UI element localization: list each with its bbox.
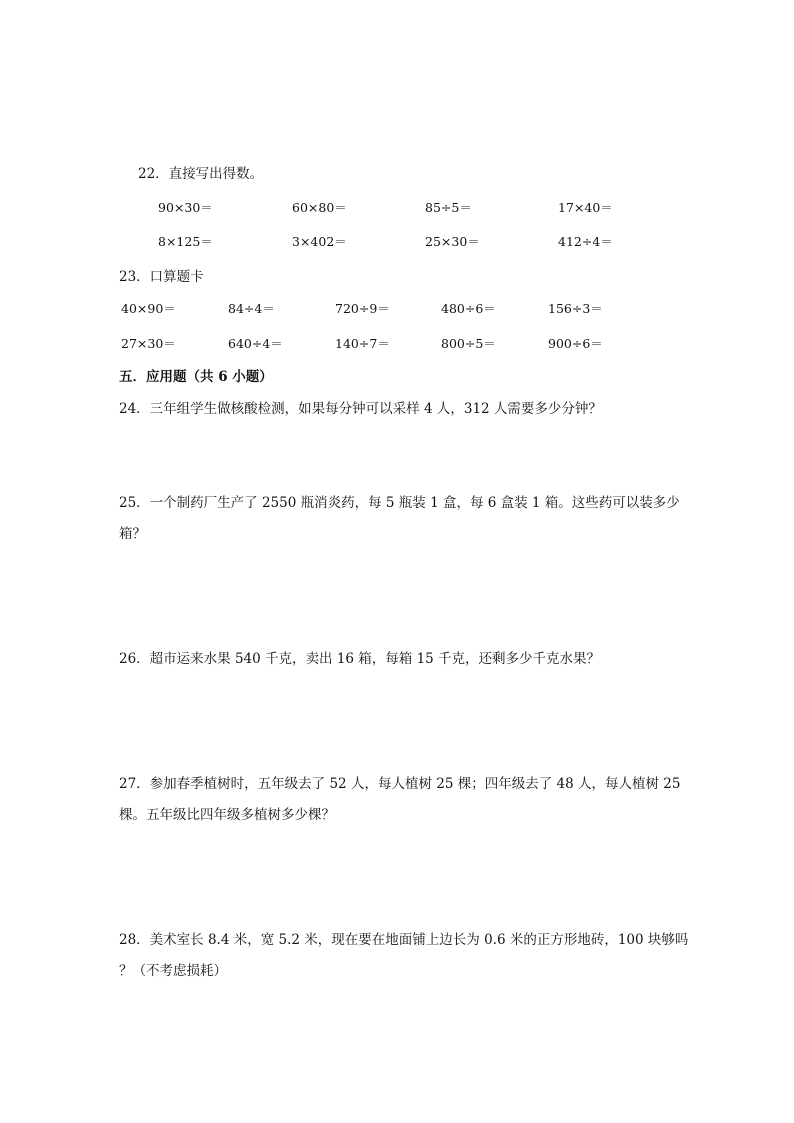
q23-item: 27×30＝ <box>121 336 176 351</box>
problem-28-line1: 28．美术室长 8.4 米，宽 5.2 米，现在要在地面铺上边长为 0.6 米的正方形地砖，100 块够吗 <box>119 932 689 948</box>
problem-25-line1: 25．一个制药厂生产了 2550 瓶消炎药，每 5 瓶装 1 盒，每 6 盒装 1 箱。这些药可以装多少 <box>119 495 680 511</box>
q23-item: 156÷3＝ <box>548 301 603 316</box>
q22-item: 3×402＝ <box>292 234 347 249</box>
q23-title: 23．口算题卡 <box>119 269 204 285</box>
q23-item: 84÷4＝ <box>228 301 275 316</box>
q22-item: 8×125＝ <box>158 234 213 249</box>
q22-title: 22．直接写出得数。 <box>138 166 264 182</box>
q23-item: 480÷6＝ <box>441 301 496 316</box>
q23-item: 800÷5＝ <box>441 336 496 351</box>
q23-item: 640÷4＝ <box>228 336 283 351</box>
problem-26: 26．超市运来水果 540 千克，卖出 16 箱，每箱 15 千克，还剩多少千克水果？ <box>119 651 601 667</box>
q22-item: 17×40＝ <box>558 200 613 215</box>
problem-25-line2: 箱？ <box>119 526 146 542</box>
q23-item: 140÷7＝ <box>335 336 390 351</box>
problem-27-line2: 棵。五年级比四年级多植树多少棵？ <box>119 807 335 823</box>
section-heading: 五．应用题（共 6 小题） <box>119 369 273 385</box>
q23-item: 720÷9＝ <box>335 301 390 316</box>
q22-item: 25×30＝ <box>425 234 480 249</box>
problem-28-line2: ？（不考虑损耗） <box>119 963 227 979</box>
q22-item: 90×30＝ <box>158 200 213 215</box>
q22-item: 412÷4＝ <box>558 234 613 249</box>
problem-24: 24．三年组学生做核酸检测，如果每分钟可以采样 4 人，312 人需要多少分钟？ <box>119 401 602 417</box>
q22-item: 60×80＝ <box>292 200 347 215</box>
q23-item: 40×90＝ <box>121 301 176 316</box>
q23-item: 900÷6＝ <box>548 336 603 351</box>
problem-27-line1: 27．参加春季植树时，五年级去了 52 人，每人植树 25 棵；四年级去了 48 人，每人植树 25 <box>119 776 681 792</box>
q22-item: 85÷5＝ <box>425 200 472 215</box>
